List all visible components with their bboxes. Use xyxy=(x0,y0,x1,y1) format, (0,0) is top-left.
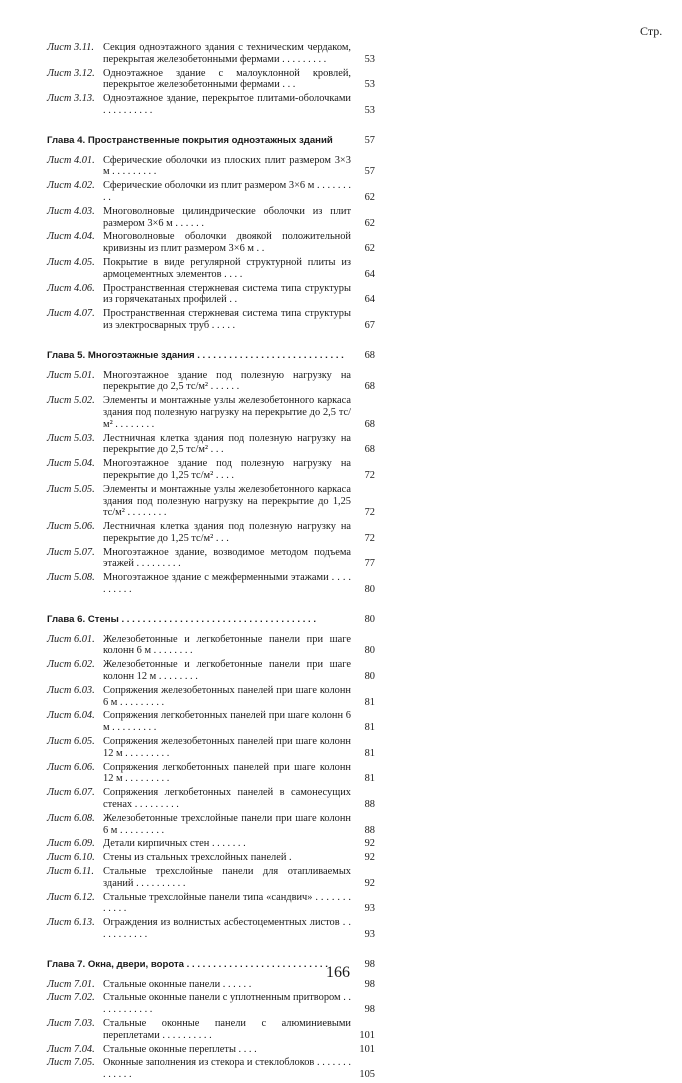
sheet-page: 57 xyxy=(364,166,375,178)
toc-entry xyxy=(47,433,375,457)
sheet-title: Сопряжения легкобетонных панелей при шаге колонн 12 м . . . . . . . . . xyxy=(103,761,351,785)
page-column-header: Стр. xyxy=(640,24,663,38)
sheet-number: Лист 4.06. xyxy=(47,282,95,294)
sheet-page: 92 xyxy=(364,838,375,850)
sheet-page: 62 xyxy=(364,243,375,255)
sheet-title: Ограждения из волнистых асбестоцементных листов . . . . . . . . . . . xyxy=(103,917,351,940)
sheet-number: Лист 5.01. xyxy=(47,369,95,381)
sheet-title: Железобетонные и легкобетонные панели при шаге колонн 12 м . . . . . . . . xyxy=(103,659,351,683)
sheet-page: 62 xyxy=(364,191,375,203)
sheet-page: 98 xyxy=(364,1004,375,1016)
toc-entry xyxy=(47,308,375,332)
sheet-title: Сопряжения железобетонных панелей при шаге колонн 12 м . . . . . . . . . xyxy=(103,736,351,759)
sheet-page: 53 xyxy=(364,79,375,91)
toc-entry xyxy=(47,838,375,850)
sheet-number: Лист 4.03. xyxy=(47,205,95,217)
sheet-title: Стальные оконные панели с уплотненным притвором . . . . . . . . . . . . xyxy=(103,992,351,1016)
sheet-page: 93 xyxy=(364,929,375,940)
sheet-title: Элементы и монтажные узлы железобетонного каркаса здания под полезную нагрузку на перекрытие до 1,25 тс/м² . . . . . . . . xyxy=(103,483,351,519)
sheet-title: Многоволновые цилиндрические оболочки из плит размером 3×6 м . . . . . . xyxy=(103,205,351,229)
sheet-number: Лист 7.03. xyxy=(47,1017,95,1029)
sheet-title: Стальные трехслойные панели для отапливаемых зданий . . . . . . . . . . xyxy=(103,866,351,889)
table-of-contents xyxy=(47,42,375,1083)
sheet-number: Лист 4.04. xyxy=(47,231,95,243)
toc-entry xyxy=(47,521,375,545)
toc-entry xyxy=(47,992,375,1016)
sheet-title: Оконные заполнения из стекора и стеклоблоков . . . . . . . . . . . . . xyxy=(103,1057,351,1081)
sheet-title: Стальные оконные переплеты . . . . xyxy=(103,1043,257,1055)
sheet-page: 72 xyxy=(364,507,375,519)
chapter-page: 80 xyxy=(364,613,375,625)
sheet-page: 64 xyxy=(364,268,375,280)
sheet-number: Лист 6.13. xyxy=(47,917,95,929)
sheet-title: Многоэтажное здание под полезную нагрузку на перекрытие до 1,25 тс/м² . . . . xyxy=(103,458,351,481)
sheet-number: Лист 3.13. xyxy=(47,93,95,105)
sheet-page: 81 xyxy=(364,696,375,708)
sheet-page: 81 xyxy=(364,722,375,734)
sheet-number: Лист 4.02. xyxy=(47,180,95,192)
chapter-title: Глава 4. Пространственные покрытия одноэтажных зданий xyxy=(47,134,333,146)
sheet-page: 80 xyxy=(364,645,375,657)
toc-entry xyxy=(47,395,375,430)
sheet-title: Железобетонные трехслойные панели при шаге колонн 6 м . . . . . . . . . xyxy=(103,812,351,836)
toc-chapter-heading xyxy=(47,350,375,362)
sheet-title: Железобетонные и легкобетонные панели при шаге колонн 6 м . . . . . . . . xyxy=(103,633,351,657)
sheet-page: 80 xyxy=(364,584,375,596)
toc-entry xyxy=(47,762,375,786)
sheet-page: 92 xyxy=(364,852,375,864)
sheet-number: Лист 6.10. xyxy=(47,852,95,864)
sheet-page: 101 xyxy=(359,1029,375,1041)
toc-entry xyxy=(47,257,375,281)
sheet-number: Лист 5.08. xyxy=(47,572,95,584)
sheet-title: Многоэтажное здание под полезную нагрузку на перекрытие до 2,5 тс/м² . . . . . . xyxy=(103,369,351,393)
sheet-number: Лист 5.04. xyxy=(47,458,95,470)
sheet-title: Пространственная стержневая система типа структуры из электросварных труб . . . . . xyxy=(103,308,351,331)
page-number: 166 xyxy=(326,964,350,981)
toc-entry xyxy=(47,283,375,307)
chapter-page: 98 xyxy=(364,958,375,970)
sheet-number: Лист 6.01. xyxy=(47,633,95,645)
toc-entry xyxy=(47,93,375,117)
toc-entry xyxy=(47,155,375,179)
toc-entry xyxy=(47,370,375,394)
chapter-title: Глава 5. Многоэтажные здания . . . . . . . . . . . . . . . . . . . . . . . . . . . . xyxy=(47,349,344,361)
toc-entry xyxy=(47,634,375,658)
sheet-title: Одноэтажное здание с малоуклонной кровлей, перекрытое железобетонными фермами . . . xyxy=(103,67,351,91)
sheet-number: Лист 3.11. xyxy=(47,42,94,53)
sheet-page: 72 xyxy=(364,469,375,481)
toc-entry xyxy=(47,572,375,596)
sheet-title: Стальные оконные панели с алюминиевыми переплетами . . . . . . . . . . xyxy=(103,1017,351,1041)
toc-entry xyxy=(47,685,375,709)
sheet-title: Многоволновые оболочки двоякой положительной кривизны из плит размером 3×6 м . . xyxy=(103,231,351,255)
toc-entry xyxy=(47,813,375,837)
sheet-page: 88 xyxy=(364,824,375,836)
toc-entry xyxy=(47,852,375,864)
sheet-number: Лист 6.09. xyxy=(47,838,95,850)
sheet-number: Лист 6.07. xyxy=(47,787,95,799)
sheet-number: Лист 5.05. xyxy=(47,483,95,495)
sheet-title: Многоэтажное здание с межферменными этажами . . . . . . . . . . xyxy=(103,572,351,596)
toc-entry xyxy=(47,484,375,519)
sheet-title: Сферические оболочки из плит размером 3×6 м . . . . . . . . . xyxy=(103,180,351,203)
sheet-title: Покрытие в виде регулярной структурной плиты из армоцементных элементов . . . . xyxy=(103,256,351,280)
sheet-title: Стальные оконные панели . . . . . . xyxy=(103,978,252,990)
chapter-title: Глава 7. Окна, двери, ворота . . . . . . . . . . . . . . . . . . . . . . . . . . . xyxy=(47,958,328,970)
sheet-title: Детали кирпичных стен . . . . . . . xyxy=(103,838,246,850)
sheet-page: 68 xyxy=(364,444,375,456)
sheet-number: Лист 5.06. xyxy=(47,521,95,533)
toc-entry xyxy=(47,1044,375,1056)
toc-entry xyxy=(47,458,375,482)
toc-entry xyxy=(47,866,375,890)
toc-chapter-heading xyxy=(47,135,375,147)
toc-entry xyxy=(47,892,375,916)
toc-entry xyxy=(47,231,375,255)
sheet-title: Сопряжения легкобетонных панелей при шаге колонн 6 м . . . . . . . . . xyxy=(103,710,351,734)
sheet-page: 68 xyxy=(364,418,375,430)
sheet-page: 88 xyxy=(364,799,375,811)
sheet-title: Лестничная клетка здания под полезную нагрузку на перекрытие до 2,5 тс/м² . . . xyxy=(103,432,351,456)
sheet-page: 67 xyxy=(364,319,375,331)
sheet-page: 80 xyxy=(364,671,375,683)
sheet-page: 81 xyxy=(364,747,375,759)
sheet-number: Лист 4.07. xyxy=(47,308,95,320)
toc-entry xyxy=(47,917,375,941)
sheet-number: Лист 6.12. xyxy=(47,891,95,903)
toc-entry xyxy=(47,206,375,230)
sheet-number: Лист 4.05. xyxy=(47,256,95,268)
sheet-page: 81 xyxy=(364,773,375,785)
sheet-page: 101 xyxy=(359,1043,375,1055)
toc-entry xyxy=(47,1057,375,1081)
sheet-page: 72 xyxy=(364,532,375,544)
sheet-title: Сопряжения легкобетонных панелей в самонесущих стенах . . . . . . . . . xyxy=(103,787,351,811)
sheet-title: Стены из стальных трехслойных панелей . xyxy=(103,852,292,864)
toc-entry xyxy=(47,42,375,66)
sheet-number: Лист 5.03. xyxy=(47,432,95,444)
sheet-number: Лист 6.08. xyxy=(47,812,95,824)
sheet-page: 92 xyxy=(364,877,375,889)
sheet-number: Лист 6.04. xyxy=(47,710,95,722)
toc-entry xyxy=(47,787,375,811)
chapter-title: Глава 6. Стены . . . . . . . . . . . . . . . . . . . . . . . . . . . . . . . . . . . . . xyxy=(47,613,317,625)
sheet-number: Лист 7.01. xyxy=(47,978,95,990)
sheet-number: Лист 6.02. xyxy=(47,659,95,671)
sheet-number: Лист 6.03. xyxy=(47,684,95,696)
sheet-title: Одноэтажное здание, перекрытое плитами-оболочками . . . . . . . . . . xyxy=(103,93,351,116)
sheet-page: 64 xyxy=(364,294,375,306)
sheet-page: 62 xyxy=(364,217,375,229)
sheet-title: Сопряжения железобетонных панелей при шаге колонн 6 м . . . . . . . . . xyxy=(103,684,351,708)
sheet-number: Лист 6.06. xyxy=(47,761,95,773)
sheet-number: Лист 5.07. xyxy=(47,546,95,558)
toc-entry xyxy=(47,736,375,760)
sheet-page: 53 xyxy=(364,104,375,116)
sheet-number: Лист 6.05. xyxy=(47,736,95,748)
sheet-title: Многоэтажное здание, возводимое методом подъема этажей . . . . . . . . . xyxy=(103,546,351,570)
chapter-page: 68 xyxy=(364,349,375,361)
sheet-page: 77 xyxy=(364,558,375,570)
sheet-number: Лист 5.02. xyxy=(47,395,95,407)
sheet-title: Сферические оболочки из плоских плит размером 3×3 м . . . . . . . . . xyxy=(103,154,351,178)
sheet-page: 68 xyxy=(364,381,375,393)
toc-chapter-heading xyxy=(47,614,375,626)
toc-entry xyxy=(47,659,375,683)
sheet-title: Секция одноэтажного здания с техническим чердаком, перекрытая железобетонными фермами . . . . . . . . . xyxy=(103,42,351,65)
sheet-page: 98 xyxy=(364,978,375,990)
sheet-title: Лестничная клетка здания под полезную нагрузку на перекрытие до 1,25 тс/м² . . . xyxy=(103,521,351,544)
sheet-number: Лист 3.12. xyxy=(47,67,95,79)
sheet-page: 93 xyxy=(364,903,375,915)
sheet-title: Стальные трехслойные панели типа «сандвич» . . . . . . . . . . . . xyxy=(103,891,351,915)
toc-entry xyxy=(47,1018,375,1042)
sheet-number: Лист 4.01. xyxy=(47,154,95,166)
toc-entry xyxy=(47,68,375,92)
toc-entry xyxy=(47,710,375,734)
sheet-number: Лист 6.11. xyxy=(47,866,94,878)
sheet-page: 105 xyxy=(359,1069,375,1081)
toc-entry xyxy=(47,547,375,571)
sheet-title: Элементы и монтажные узлы железобетонного каркаса здания под полезную нагрузку на перекрытие до 2,5 тс/м² . . . . . . . . xyxy=(103,395,351,430)
sheet-page: 53 xyxy=(364,53,375,65)
sheet-number: Лист 7.02. xyxy=(47,992,95,1004)
sheet-number: Лист 7.05. xyxy=(47,1057,95,1069)
toc-entry xyxy=(47,180,375,204)
sheet-title: Пространственная стержневая система типа структуры из горячекатаных профилей . . xyxy=(103,282,351,306)
sheet-number: Лист 7.04. xyxy=(47,1043,95,1055)
chapter-page: 57 xyxy=(364,134,375,146)
